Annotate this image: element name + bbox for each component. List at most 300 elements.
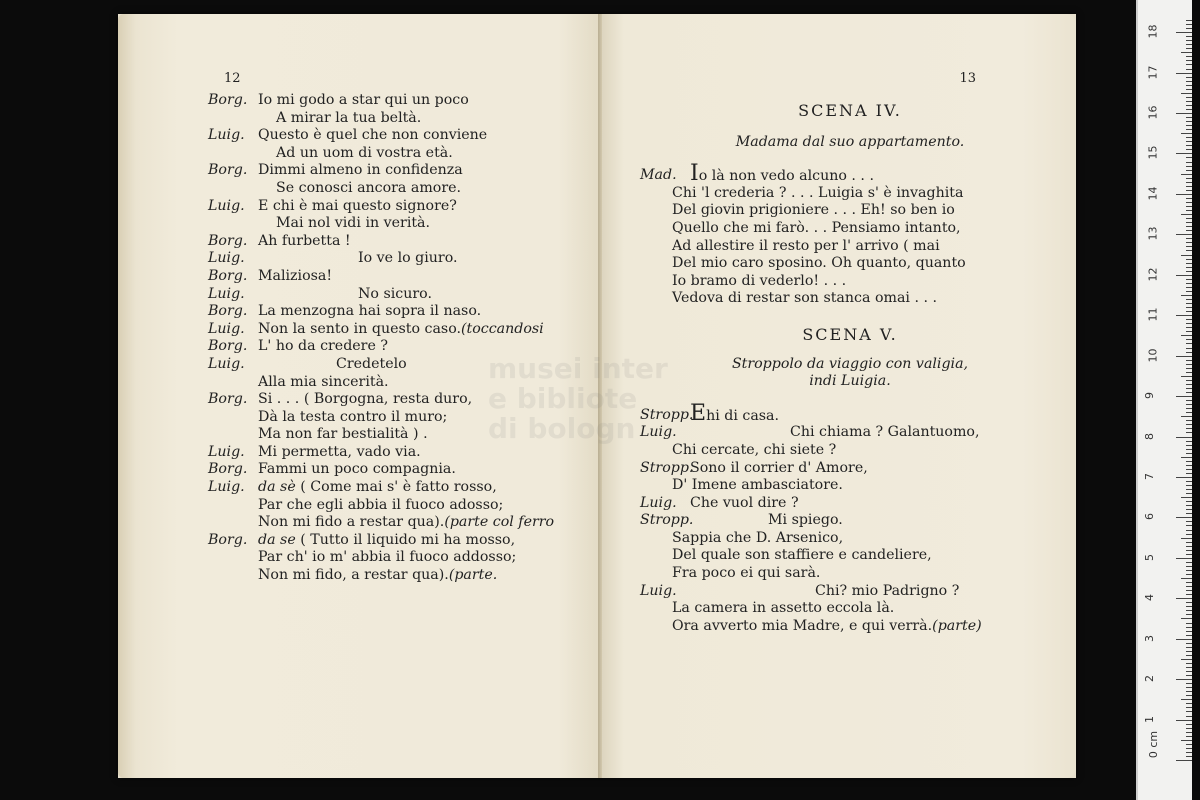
verse-line (640, 400, 1060, 426)
line-text: Non mi fido a restar qua). (258, 514, 445, 531)
line-text: La camera in assetto eccola là. (672, 600, 895, 617)
ruler-tick (1186, 550, 1192, 551)
ruler-tick (1186, 388, 1192, 389)
line-text: Mi permetta, vado via. (258, 443, 421, 460)
ruler-tick (1186, 716, 1192, 717)
ruler-tick (1186, 732, 1192, 733)
verse-text (358, 250, 458, 268)
watermark (488, 354, 668, 514)
ruler-number: 6 (1143, 513, 1156, 521)
verse-line (208, 286, 598, 304)
ruler-tick (1186, 77, 1192, 78)
verse-line (640, 547, 1060, 565)
ruler-tick (1186, 331, 1192, 332)
ruler-tick (1186, 501, 1192, 502)
ruler-number: 8 (1143, 432, 1156, 440)
ruler-number: 11 (1146, 307, 1160, 322)
verse-text (258, 567, 497, 585)
stage-direction: (parte col ferro (444, 514, 555, 531)
verse-text (815, 583, 959, 601)
ruler-tick (1176, 234, 1192, 235)
verse-line (640, 600, 1060, 618)
ruler-tick (1186, 703, 1192, 704)
verse-text (258, 374, 389, 392)
ruler-tick (1186, 291, 1192, 292)
verse-text (672, 547, 932, 565)
scene-5-dialogue (640, 400, 1060, 636)
speaker-name: Borg. (208, 531, 248, 548)
speaker-name: Luig. (208, 355, 245, 372)
verse-text (258, 268, 332, 286)
scene-4-heading: SCENA IV. (798, 101, 902, 120)
ruler-tick (1186, 226, 1192, 227)
ruler-tick (1186, 453, 1192, 454)
verse-line (208, 215, 598, 233)
ruler-tick (1186, 40, 1192, 41)
ruler-tick (1186, 627, 1192, 628)
ruler-tick (1176, 558, 1192, 559)
line-text: ( Come mai s' è fatto rosso, (300, 479, 497, 496)
ruler-tick (1186, 461, 1192, 462)
ruler-tick (1181, 93, 1192, 94)
ruler-tick (1186, 299, 1192, 300)
verse-text (276, 215, 430, 233)
ruler-number: 2 (1143, 675, 1156, 683)
ruler-tick (1186, 121, 1192, 122)
scene-4-dialogue (640, 161, 1060, 308)
verse-line (640, 460, 1060, 478)
speaker-name: Borg. (208, 92, 248, 108)
ruler-tick (1186, 28, 1192, 29)
ruler-tick (1181, 740, 1192, 741)
ruler-tick (1186, 542, 1192, 543)
scene-4-stage-direction: Madama dal suo appartamento. (735, 133, 965, 150)
line-text: A mirar la tua beltà. (276, 109, 422, 126)
ruler-tick (1186, 162, 1192, 163)
verse-line (640, 495, 1060, 513)
verse-text (672, 442, 836, 460)
ruler-tick (1181, 174, 1192, 175)
ruler-tick (1186, 534, 1192, 535)
line-text: Che vuol dire ? (690, 494, 799, 511)
verse-text (672, 477, 843, 495)
ruler-tick (1186, 218, 1192, 219)
verse-text (672, 273, 846, 291)
speaker-name: Luig. (208, 285, 245, 302)
verse-text (258, 497, 503, 515)
ruler-tick (1186, 707, 1192, 708)
verse-text (258, 127, 487, 145)
ruler-tick (1181, 335, 1192, 336)
aside-direction: da se (258, 531, 296, 548)
line-text: Non mi fido, a restar qua). (258, 567, 449, 584)
verse-text (258, 532, 515, 550)
ruler-tick (1186, 60, 1192, 61)
ruler-tick (1186, 570, 1192, 571)
verse-line (208, 162, 598, 180)
ruler-tick (1186, 283, 1192, 284)
ruler-tick (1186, 655, 1192, 656)
ruler-tick (1186, 651, 1192, 652)
watermark-line: di bologn (488, 412, 636, 445)
ruler-tick (1186, 182, 1192, 183)
line-text: Maliziosa! (258, 267, 333, 284)
ruler-tick (1186, 736, 1192, 737)
line-text: Quello che mi farò. . . Pensiamo intanto, (672, 219, 961, 236)
ruler-tick (1186, 360, 1192, 361)
ruler-tick (1186, 400, 1192, 401)
ruler-tick (1186, 89, 1192, 90)
ruler-tick (1181, 578, 1192, 579)
ruler-tick (1186, 675, 1192, 676)
ruler-tick (1181, 457, 1192, 458)
ruler-tick (1176, 598, 1192, 599)
ruler-tick (1186, 222, 1192, 223)
line-text: Chi chiama ? Galantuomo, (790, 424, 980, 441)
ruler-tick (1186, 101, 1192, 102)
line-text: hi di casa. (706, 407, 780, 424)
ruler-number: 4 (1143, 594, 1156, 602)
ruler-tick (1186, 428, 1192, 429)
ruler-tick (1181, 659, 1192, 660)
ruler-tick (1186, 190, 1192, 191)
ruler-tick (1186, 384, 1192, 385)
ruler-number: 1 (1143, 715, 1156, 723)
verse-text (258, 461, 456, 479)
ruler-tick (1186, 748, 1192, 749)
ruler-tick (1186, 125, 1192, 126)
ruler-number: 17 (1146, 65, 1160, 80)
verse-line (640, 512, 1060, 530)
ruler-tick (1186, 238, 1192, 239)
ruler-tick (1186, 206, 1192, 207)
right-page-text (640, 92, 1060, 635)
ruler-tick (1176, 356, 1192, 357)
verse-line (640, 185, 1060, 203)
ruler-tick (1186, 166, 1192, 167)
verse-text (672, 202, 955, 220)
ruler-tick (1186, 683, 1192, 684)
ruler-unit-label: 0 cm (1147, 730, 1161, 759)
speaker-name: Luig. (208, 127, 245, 144)
ruler-tick (1176, 517, 1192, 518)
ruler-tick (1186, 319, 1192, 320)
verse-line (208, 514, 598, 532)
verse-text (672, 255, 966, 273)
ruler-tick (1186, 186, 1192, 187)
line-text: Chi 'l crederia ? . . . Luigia s' è invaghita (672, 184, 964, 201)
verse-text (258, 426, 428, 444)
ruler-tick (1186, 97, 1192, 98)
ruler-tick (1186, 267, 1192, 268)
ruler-tick (1186, 372, 1192, 373)
verse-text (258, 338, 388, 356)
aside-direction: da sè (258, 479, 296, 496)
ruler-tick (1186, 728, 1192, 729)
ruler-tick (1176, 679, 1192, 680)
ruler-tick (1186, 137, 1192, 138)
ruler-tick (1186, 105, 1192, 106)
ruler-tick (1186, 432, 1192, 433)
verse-text (258, 514, 554, 532)
verse-line (640, 583, 1060, 601)
ruler-tick (1186, 157, 1192, 158)
ruler-tick (1186, 691, 1192, 692)
verse-text (690, 400, 780, 426)
open-book (118, 14, 1076, 778)
verse-line (208, 321, 598, 339)
ruler-tick (1186, 339, 1192, 340)
verse-line (640, 442, 1060, 460)
ruler-tick (1186, 530, 1192, 531)
line-text: Chi cercate, chi siete ? (672, 441, 837, 458)
ruler-tick (1186, 582, 1192, 583)
ruler-tick (1181, 618, 1192, 619)
verse-text (672, 618, 982, 636)
verse-text (258, 198, 457, 216)
line-text: Si . . . ( Borgogna, resta duro, (258, 391, 473, 408)
verse-text (258, 444, 421, 462)
speaker-name: Borg. (208, 338, 248, 355)
line-text: La menzogna hai sopra il naso. (258, 303, 482, 320)
ruler-tick (1186, 695, 1192, 696)
speaker-name: Borg. (208, 267, 248, 284)
ruler-tick (1176, 153, 1192, 154)
ruler-tick (1186, 631, 1192, 632)
ruler-tick (1186, 64, 1192, 65)
verse-text (672, 238, 940, 256)
ruler-number: 13 (1146, 226, 1160, 241)
ruler-tick (1186, 404, 1192, 405)
ruler-tick (1186, 711, 1192, 712)
verse-text (672, 565, 820, 583)
speaker-name: Stropp. (640, 512, 694, 529)
ruler-tick (1186, 69, 1192, 70)
ruler-tick (1186, 279, 1192, 280)
ruler-tick (1176, 73, 1192, 74)
ruler-tick (1186, 424, 1192, 425)
ruler-tick (1186, 352, 1192, 353)
ruler-number: 16 (1146, 105, 1160, 120)
verse-text (258, 549, 516, 567)
line-text: Sappia che D. Arsenico, (672, 529, 844, 546)
ruler-tick (1186, 614, 1192, 615)
ruler-tick (1186, 364, 1192, 365)
line-text: Io bramo di vederlo! . . . (672, 272, 847, 289)
ruler-tick (1186, 36, 1192, 37)
line-text: Ad un uom di vostra età. (276, 144, 453, 161)
verse-text (276, 145, 453, 163)
verse-line (640, 255, 1060, 273)
ruler-tick (1186, 671, 1192, 672)
speaker-name: Luig. (640, 494, 677, 511)
verse-text (672, 185, 963, 203)
ruler-tick (1186, 481, 1192, 482)
line-text: Mi spiego. (768, 512, 843, 529)
line-text: Par ch' io m' abbia il fuoco addosso; (258, 549, 517, 566)
verse-line (208, 549, 598, 567)
speaker-name: Luig. (208, 479, 245, 496)
verse-text (336, 356, 407, 374)
verse-line (208, 268, 598, 286)
line-text: L' ho da credere ? (258, 338, 388, 355)
ruler-number: 9 (1143, 392, 1156, 400)
line-text: Del mio caro sposino. Oh quanto, quanto (672, 255, 966, 272)
line-text: Sono il corrier d' Amore, (690, 459, 868, 476)
ruler-tick (1186, 392, 1192, 393)
ruler-tick (1186, 412, 1192, 413)
verse-text (276, 180, 461, 198)
ruler-tick (1186, 509, 1192, 510)
ruler-tick (1186, 149, 1192, 150)
ruler-tick (1186, 586, 1192, 587)
ruler-tick (1186, 562, 1192, 563)
ruler-tick (1186, 81, 1192, 82)
verse-line (640, 202, 1060, 220)
ruler-tick (1186, 756, 1192, 757)
ruler-tick (1186, 513, 1192, 514)
line-text: Dimmi almeno in confidenza (258, 162, 463, 179)
ruler-tick (1186, 610, 1192, 611)
scene-5-stage-direction-1: Stroppolo da viaggio con valigia, (731, 355, 969, 372)
ruler-tick (1176, 32, 1192, 33)
speaker-name: Luig. (208, 250, 245, 267)
ruler-number: 3 (1143, 634, 1156, 642)
ruler-tick (1186, 441, 1192, 442)
line-text: Fra poco ei qui sarà. (672, 565, 821, 582)
ruler-tick (1186, 303, 1192, 304)
ruler-tick (1186, 85, 1192, 86)
ruler-tick (1186, 469, 1192, 470)
ruler-tick (1186, 752, 1192, 753)
ruler-tick (1186, 473, 1192, 474)
verse-text (258, 162, 463, 180)
ruler-tick (1186, 724, 1192, 725)
ruler-tick (1186, 445, 1192, 446)
line-text: o là non vedo alcuno . . . (698, 168, 874, 185)
speaker-name: Borg. (208, 162, 248, 179)
ruler-tick (1186, 449, 1192, 450)
verse-text (258, 233, 351, 251)
line-text: Alla mia sincerità. (258, 373, 389, 390)
speaker-name: Stropp. (640, 459, 694, 476)
ruler-tick (1186, 420, 1192, 421)
ruler-tick (1186, 56, 1192, 57)
ruler-tick (1186, 663, 1192, 664)
line-text: Mai nol vidi in verità. (276, 215, 431, 232)
ruler-tick (1186, 271, 1192, 272)
ruler-number: 10 (1146, 348, 1160, 363)
speaker-name: Borg. (208, 391, 248, 408)
verse-text (276, 110, 421, 128)
ruler-tick (1176, 194, 1192, 195)
ruler-tick (1186, 505, 1192, 506)
verse-text (672, 220, 961, 238)
line-text: Io mi godo a star qui un poco (258, 92, 469, 108)
stage-direction: (parte) (932, 617, 982, 634)
speaker-name: Luig. (640, 582, 677, 599)
ruler-tick (1186, 323, 1192, 324)
ruler-tick (1176, 396, 1192, 397)
measuring-ruler (1136, 0, 1192, 800)
line-text: Credetelo (336, 355, 407, 372)
verse-text (690, 495, 799, 513)
ruler-tick (1186, 259, 1192, 260)
verse-line (208, 567, 598, 585)
ruler-tick (1186, 566, 1192, 567)
ruler-tick (1181, 255, 1192, 256)
ruler-tick (1186, 744, 1192, 745)
verse-line (208, 532, 598, 550)
ruler-tick (1186, 343, 1192, 344)
ruler-tick (1186, 643, 1192, 644)
ruler-tick (1186, 202, 1192, 203)
ruler-tick (1186, 117, 1192, 118)
ruler-tick (1186, 178, 1192, 179)
page-number-left: 12 (224, 71, 241, 86)
ruler-tick (1186, 687, 1192, 688)
ruler-tick (1186, 380, 1192, 381)
ruler-tick (1181, 133, 1192, 134)
ruler-tick (1181, 538, 1192, 539)
speaker-name: Borg. (208, 461, 248, 478)
ruler-tick (1181, 376, 1192, 377)
ruler-tick (1186, 647, 1192, 648)
ruler-tick (1181, 52, 1192, 53)
ruler-tick (1186, 546, 1192, 547)
ruler-tick (1181, 295, 1192, 296)
ruler-tick (1186, 606, 1192, 607)
ruler-number: 18 (1146, 24, 1160, 39)
line-text: Fammi un poco compagnia. (258, 461, 456, 478)
speaker-name: Borg. (208, 303, 248, 320)
ruler-tick (1186, 368, 1192, 369)
ruler-tick (1176, 760, 1192, 761)
ruler-tick (1186, 170, 1192, 171)
ruler-tick (1186, 210, 1192, 211)
verse-line (640, 530, 1060, 548)
line-text: Del quale son staffiere e candeliere, (672, 547, 932, 564)
ruler-tick (1186, 246, 1192, 247)
verse-text (672, 530, 843, 548)
line-text: Ma non far bestialità ) . (258, 426, 428, 443)
line-text: No sicuro. (358, 285, 432, 302)
ruler-tick (1186, 489, 1192, 490)
ruler-tick (1186, 24, 1192, 25)
verse-line (208, 145, 598, 163)
verse-text (672, 600, 894, 618)
stage-direction: (toccandosi (461, 320, 544, 337)
verse-line (208, 110, 598, 128)
line-text: E chi è mai questo signore? (258, 197, 457, 214)
ruler-tick (1181, 214, 1192, 215)
line-text: D' Imene ambasciatore. (672, 477, 843, 494)
ruler-tick (1186, 44, 1192, 45)
ruler-tick (1186, 250, 1192, 251)
line-text: Ah furbetta ! (258, 232, 351, 249)
ruler-tick (1186, 20, 1192, 21)
ruler-tick (1176, 275, 1192, 276)
verse-text (258, 409, 447, 427)
ruler-tick (1186, 408, 1192, 409)
ruler-tick (1186, 590, 1192, 591)
ruler-tick (1186, 129, 1192, 130)
ruler-tick (1186, 145, 1192, 146)
line-text: Ad allestire il resto per l' arrivo ( mai (672, 237, 940, 254)
verse-text (672, 290, 937, 308)
verse-line (208, 92, 598, 110)
initial-capital: I (690, 161, 699, 187)
